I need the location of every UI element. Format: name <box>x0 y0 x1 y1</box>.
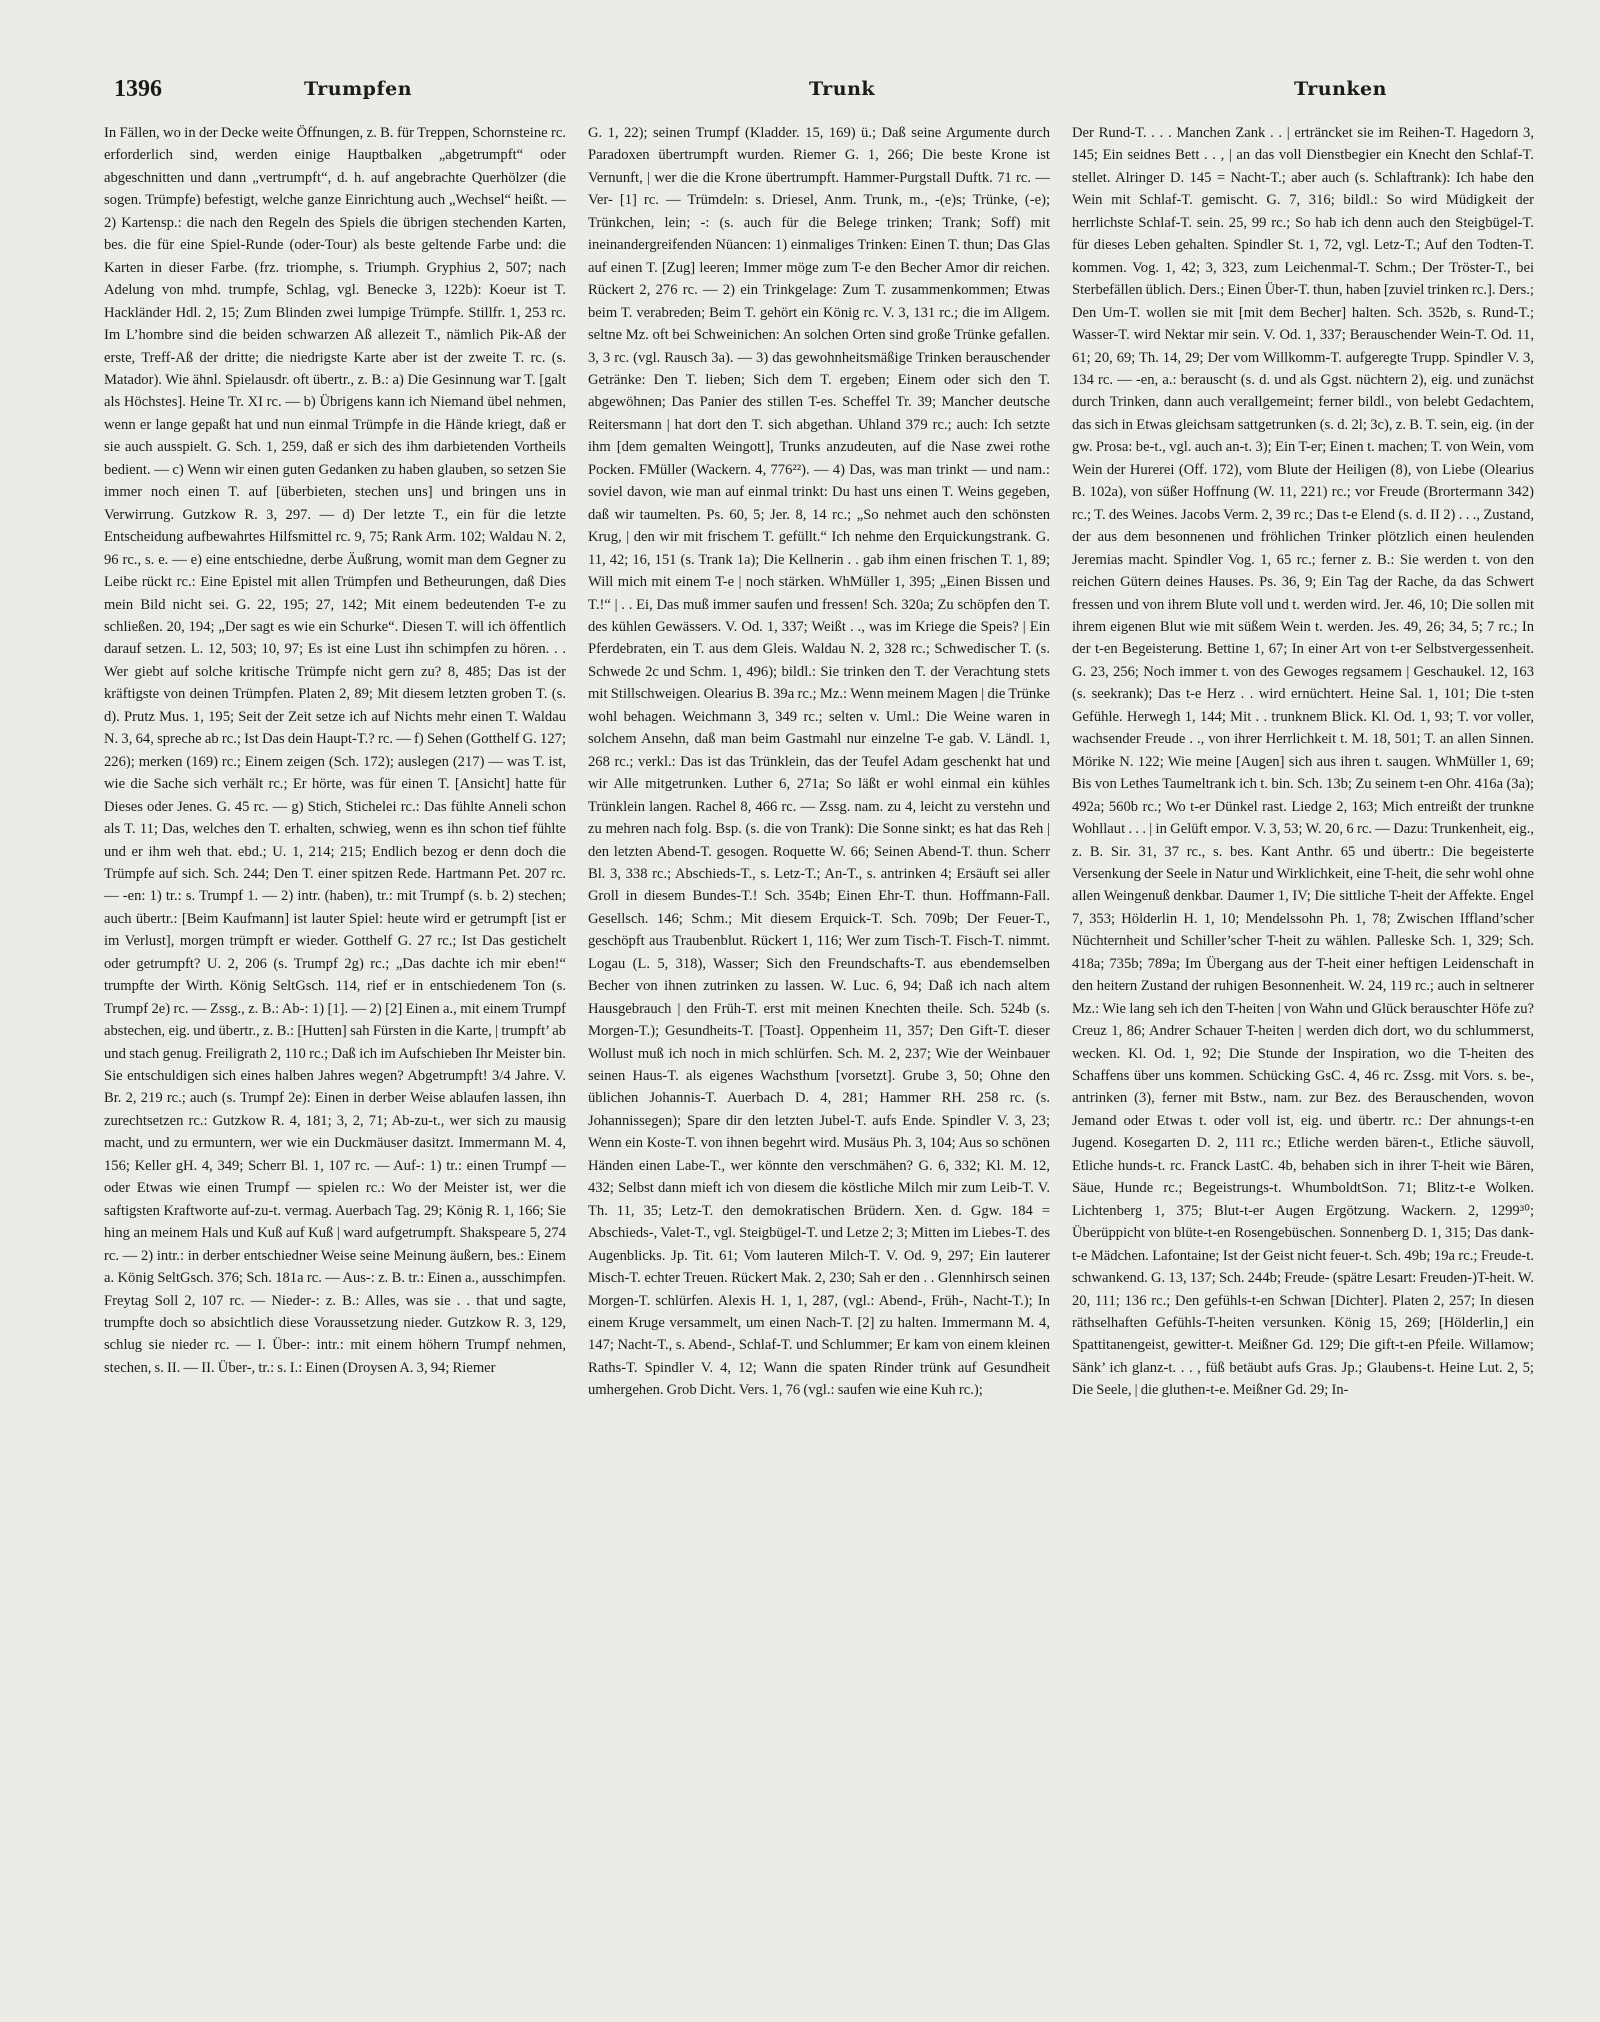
column-text: In Fällen, wo in der Decke weite Öffnungen, z. B. für Treppen, Schornsteine rc. erforderlich sind, werden einige Hauptbalken „abgetrumpft“ oder abgeschnitten und dann „vertrumpft“, d. h. auf angebrachte Querhölzer (die sogen. Trümpfe) befestigt, welche ganze Einrichtung auch „Wechsel“ heißt. — 2) Kartensp.: die nach den Regeln des Spiels die übrigen stechenden Karten, bes. die für eine Spiel-Runde (oder-Tour) als beste geltende Farbe und: die Karten in dieser Farbe. (frz. triomphe, s. Triumph. Gryphius 2, 507; nach Adelung von mhd. trumpfe, Schlag, vgl. Benecke 3, 122b): Koeur ist T. Hackländer Hdl. 2, 15; Zum Blinden zwei lumpige Trümpfe. Stillfr. 1, 253 rc. Im L’hombre sind die beiden schwarzen Aß allezeit T., nämlich Pik-Aß der erste, Treff-Aß der dritte; die niedrigste Karte aber ist der zweite T. rc. (s. Matador). Wie ähnl. Spielausdr. oft übertr., z. B.: a) Die Gesinnung war T. [galt als Höchstes]. Heine Tr. XI rc. — b) Übrigens kann ich Niemand übel nehmen, wenn er lange gepaßt hat und nun einmal Trümpfe in die Hände kriegt, daß er sie auch ausspielt. G. Sch. 1, 259, daß er sich des ihm darbietenden Vortheils bedient. — c) Wenn wir einen guten Gedanken zu haben glauben, so setzen Sie immer noch einen T. auf [überbieten, stechen uns] und bringen uns in Verwirrung. Gutzkow R. 3, 297. — d) Der letzte T., ein für die letzte Entscheidung aufbewahrtes Hilfsmittel rc. 9, 75; Rank Arm. 102; Waldau N. 2, 96 rc., s. e. — e) eine entschiedne, derbe Äußrung, womit man dem Gegner zu Leibe rückt rc.: Eine Epistel mit allen Trümpfen und Betheurungen, daß Dies mein Bild nicht sei. G. 22, 195; 27, 142; Mit einem bedeutenden T-e zu schließen. 20, 194; „Der sagt es wie ein Schurke“. Diesen T. will ich öffentlich darauf setzen. L. 12, 503; 10, 97; Es ist eine Lust ihn schimpfen zu hören. . . Wer giebt auf solche kritische Trümpfe nicht gern zu? 8, 485; Das ist der kräftigste von deinen Trümpfen. Platen 2, 89; Mit diesem letzten groben T. (s. d). Prutz Mus. 1, 195; Seit der Zeit setze ich auf Nichts mehr einen T. Waldau N. 3, 64, spreche ab rc.; Ist Das dein Haupt-T.? rc. — f) Sehen (Gotthelf G. 127; 226); merken (169) rc.; Einem zeigen (Sch. 172); auslegen (217) — was T. ist, wie die Sache sich verhält rc.; Er hörte, was für einen T. [Ansicht] hatte für Dieses oder Jenes. G. 45 rc. — g) Stich, Stichelei rc.: Das fühlte Anneli schon als T. 11; Das, welches den T. erhalten, schwieg, wenn es ihn schon tief fühlte und er ihm weh that. ebd.; U. 1, 214; 215; Endlich bezog er denn doch die Trümpfe auf sich. Sch. 244; Den T. einer spitzen Rede. Hartmann Pet. 207 rc. — -en: 1) tr.: s. Trumpf 1. — 2) intr. (haben), tr.: mit Trumpf (s. b. 2) stechen; auch übertr.: [Beim Kaufmann] ist lauter Spiel: heute wird er getrumpft [ist er im Verlust], morgen trümpft er wieder. Gotthelf G. 27 rc.; Ist Das gestichelt oder getrumpft? U. 2, 206 (s. Trumpf 2g) rc.; „Das dachte ich mir eben!“ trumpfte der Wirth. König SeltGsch. 114, rief er in entschiedenem Ton (s. Trumpf 2e) rc. — Zssg., z. B.: Ab-: 1) [1]. — 2) [2] Einen a., mit einem Trumpf abstechen, eig. und übertr., z. B.: [Hutten] sah Fürsten in die Karte, | trumpft’ ab und stach genug. Freiligrath 2, 110 rc.; Daß ich im Aufschieben Ihr Meister bin. Sie entschuldigen sich eines halben Jahres wegen? Abgetrumpft! 3/4 Jahre. V. Br. 2, 219 rc.; auch (s. Trumpf 2e): Einen in derber Weise ablaufen lassen, ihn zurechtsetzen rc.: Gutzkow R. 4, 181; 3, 2, 71; Ab-zu-t., wer sich zu mausig macht, und zu ermuntern, wer wie ein Duckmäuser dasitzt. Immermann M. 4, 156; Keller gH. 4, 349; Scherr Bl. 1, 107 rc. — Auf-: 1) tr.: einen Trumpf — oder Etwas wie einen Trumpf — spielen rc.: Wo der Meister ist, wer die saftigsten Kraftworte auf-zu-t. vermag. Auerbach Tag. 29; König R. 1, 166; Sie hing an meinem Hals und Kuß auf Kuß | ward aufgetrumpft. Shakspeare 5, 274 rc. — 2) intr.: in derber entschiedner Weise seine Meinung äußern, bes.: Einem a. König SeltGsch. 376; Sch. 181a rc. — Aus-: z. B. tr.: Einen a., ausschimpfen. Freytag Soll 2, 107 rc. — Nieder-: z. B.: Alles, was sie . . that und sagte, trumpfte doch so absichtlich diese Voraussetzung nieder. Gutzkow R. 3, 129, schlug sie nieder rc. — I. Über-: intr.: mit einem höhern Trumpf nehmen, stechen, s. II. — II. Über-, tr.: s. I.: Einen (Droysen A. 3, 94; Riemer <box>104 125 566 1376</box>
text-columns <box>104 122 1538 2002</box>
column-text: G. 1, 22); seinen Trumpf (Kladder. 15, 169) ü.; Daß seine Argumente durch Paradoxen übertrumpft wurden. Riemer G. 1, 266; Die beste Krone ist Vernunft, | wer die die Krone übertrumpft. Hammer-Purgstall Duftk. 71 rc. — Ver- [1] rc. — Trümdeln: s. Driesel, Anm. Trunk, m., -(e)s; Trünke, (-e); Trünkchen, lein; -: (s. auch für die Belege trinken; Trank; Soff) mit ineinandergreifenden Nüancen: 1) einmaliges Trinken: Einen T. thun; Das Glas auf einen T. [Zug] leeren; Immer möge zum T-e den Becher Amor dir reichen. Rückert 2, 276 rc. — 2) ein Trinkgelage: Zum T. zusammenkommen; Etwas beim T. verabreden; Beim T. gehört ein König rc. V. 3, 131 rc.; die im Allgem. seltne Mz. oft bei Schweinichen: An solchen Orten sind große Trünke gefallen. 3, 3 rc. (vgl. Rausch 3a). — 3) das gewohnheitsmäßige Trinken berauschender Getränke: Den T. lieben; Sich dem T. ergeben; Einem oder sich den T. abgewöhnen; Das Panier des stillen T-es. Scheffel Tr. 39; Mancher deutsche Reitersmann | hat dort den T. sich abgethan. Uhland 379 rc.; auch: Ich setzte ihm [dem gemalten Weingott], Trunks anzudeuten, auf die Nase zwei rothe Pocken. FMüller (Wackern. 4, 776²²). — 4) Das, was man trinkt — und nam.: soviel davon, wie man auf einmal trinkt: Du hast uns einen T. Weins gegeben, daß wir taumelten. Ps. 60, 5; Jer. 8, 14 rc.; „So nehmet auch den schönsten Krug, | den wir mit frischem T. gefüllt.“ Ich nehme den Erquickungstrank. G. 11, 42; 16, 151 (s. Trank 1a); Die Kellnerin . . gab ihm einen frischen T. 1, 89; Will mich mit einem T-e | noch stärken. WhMüller 1, 395; „Einen Bissen und T.!“ | . . Ei, Das muß immer saufen und fressen! Sch. 320a; Zu schöpfen den T. des kühlen Gewässers. V. Od. 1, 337; Weißt . ., was im Kriege die Speis? | Ein Pferdebraten, ein T. aus dem Gleis. Waldau N. 2, 328 rc.; Schwedischer T. (s. Schwede 2c und Schm. 1, 496); bildl.: Sie trinken den T. der Verachtung stets mit Stillschweigen. Olearius B. 39a rc.; Mz.: Wenn meinem Magen | die Trünke wohl behagen. Weichmann 3, 349 rc.; selten v. Uml.: Die Weine waren in solchem Ansehn, daß man beim Gastmahl nur einzelne T-e gab. V. Ländl. 1, 268 rc.; verkl.: Das ist das Trünklein, das der Teufel Adam geschenkt hat und wir Alle mitgetrunken. Luther 6, 271a; So läßt er wohl einmal ein kühles Trünklein langen. Rachel 8, 466 rc. — Zssg. nam. zu 4, leicht zu verstehn und zu mehren nach folg. Bsp. (s. die von Trank): Die Sonne sinkt; es hat das Reh | den letzten Abend-T. gesogen. Roquette W. 66; Seinen Abend-T. thun. Scherr Bl. 3, 338 rc.; Abschieds-T., s. Letz-T.; An-T., s. antrinken 4; Ersäuft sei aller Groll in diesem Bundes-T.! Sch. 354b; Einen Ehr-T. thun. Hoffmann-Fall. Gesellsch. 146; Schm.; Mit diesem Erquick-T. Sch. 709b; Der Feuer-T., geschöpft aus Traubenblut. Rückert 1, 116; Wer zum Tisch-T. Fisch-T. nimmt. Logau (L. 5, 318), Wasser; Sich den Freundschafts-T. aus ebendemselben Becher von ihnen zutrinken zu lassen. W. Luc. 6, 94; Daß ich nach altem Hausgebrauch | den Früh-T. erst mit meinen Knechten theile. Sch. 524b (s. Morgen-T.); Gesundheits-T. [Toast]. Oppenheim 11, 357; Den Gift-T. dieser Wollust muß ich noch in mich schlürfen. Sch. M. 2, 237; Wie der Weinbauer seinen Haus-T. als eigenes Wachsthum [vorsetzt]. Grube 3, 50; Ohne den üblichen Johannis-T. Auerbach D. 4, 281; Hammer RH. 258 rc. (s. Johannissegen); Spare dir den letzten Jubel-T. aufs Ende. Spindler V. 3, 23; Wenn ein Koste-T. von ihnen begehrt wird. Musäus Ph. 3, 104; Aus so schönen Händen einen Labe-T., wer könnte den verschmähen? G. 6, 332; Kl. M. 12, 432; Selbst dann mieft ich von diesem die köstliche Milch mir zum Leib-T. V. Th. 11, 35; Letz-T. den demokratischen Brüdern. Xen. d. Ggw. 184 = Abschieds-, Valet-T., vgl. Steigbügel-T. und Letze 2; 3; Mitten im Liebes-T. des Augenblicks. Jp. Tit. 61; Vom lauteren Milch-T. V. Od. 9, 297; Ein lauterer Misch-T. echter Treuen. Rückert Mak. 2, 230; Sah er den . . Glennhirsch seinen Morgen-T. schlürfen. Alexis H. 1, 1, 287, (vgl.: Abend-, Früh-, Nacht-T.); In einem Kruge versammelt, um einen Nach-T. [2] zu halten. Immermann M. 4, 147; Nacht-T., s. Abend-, Schlaf-T. und Schlummer; Er kam von einem kleinen Raths-T. Spindler V. 4, 12; Wann die spaten Rinder trünk auf Gesundheit umhergehen. Grob Dicht. Vers. 1, 76 (vgl.: saufen wie eine Kuh rc.); <box>588 125 1050 1399</box>
running-head-center: Trunk <box>809 78 876 100</box>
column-right <box>1072 122 1534 2002</box>
running-head-left: Trumpfen <box>304 78 413 100</box>
column-left <box>104 122 566 2002</box>
column-middle <box>588 122 1050 2002</box>
page-number: 1396 <box>114 76 162 102</box>
column-text: Der Rund-T. . . . Manchen Zank . . | erträncket sie im Reihen-T. Hagedorn 3, 145; Ein seidnes Bett . . , | an das voll Dienstbegier ein Knecht den Schlaf-T. stellet. Alringer D. 145 = Nacht-T.; aber auch (s. Schlaftrank): Ich habe den Wein mit Schlaf-T. gemischt. G. 7, 316; bildl.: So wird Müdigkeit der herrlichste Schlaf-T. sein. 25, 99 rc.; So hab ich denn auch den Steigbügel-T. für dieses Leben gehalten. Spindler St. 1, 72, vgl. Letz-T.; Auf den Todten-T. kommen. Vog. 1, 42; 3, 323, zum Leichenmal-T. Schm.; Der Tröster-T., bei Sterbefällen üblich. Ders.; Einen Über-T. thun, haben [zuviel trinken rc.]. Ders.; Den Um-T. wollen sie mit [mit dem Becher] halten. Sch. 352b, s. Rund-T.; Wasser-T. wird Nektar mir sein. V. Od. 1, 337; Berauschender Wein-T. Od. 11, 61; 20, 69; Th. 14, 29; Der vom Willkomm-T. aufgeregte Trupp. Spindler V. 3, 134 rc. — -en, a.: berauscht (s. d. und als Ggst. nüchtern 2), eig. und zunächst durch Trinken, dann auch verallgemeint; ferner bildl., von belebt Gedachtem, das sich in Etwas gleichsam sattgetrunken (s. d. 2l; 3c), z. B. T. sein, eig. (in der gw. Prosa: be-t., vgl. auch an-t. 3); Ein T-er; Einen t. machen; T. von Wein, vom Wein der Hurerei (Off. 172), vom Blute der Heiligen (8), von Liebe (Olearius B. 102a), von süßer Hoffnung (W. 11, 221) rc.; vor Freude (Brortermann 342) rc.; T. des Weines. Jacobs Verm. 2, 39 rc.; Das t-e Elend (s. d. II 2) . . ., Zustand, der aus dem besonnenen und fröhlichen Trinker plötzlich einen heulenden Jeremias macht. Spindler Vog. 1, 65 rc.; ferner z. B.: Sie werden t. von den reichen Gütern deines Hauses. Ps. 36, 9; Ein Tag der Rache, da das Schwert fressen und von ihrem Blute voll und t. werden wird. Jer. 46, 10; Die sollen mit ihrem eigenen Blut wie mit süßem Wein t. werden. Jes. 49, 26; 34, 5; 7 rc.; In der t-en Begeisterung. Bettine 1, 67; In einer Art von t-er Selbstvergessenheit. G. 23, 256; Noch immer t. von des Gewoges regsamem | Geschaukel. 12, 163 (s. seekrank); Das t-e Herz . . wird ernüchtert. Heine Sal. 1, 101; Die t-sten Gefühle. Herwegh 1, 144; Mit . . trunknem Blick. Kl. Od. 1, 93; T. vor voller, wachsender Freude . ., von ihrer Herrlichkeit t. M. 18, 501; T. an allen Sinnen. Mörike N. 122; Wie meine [Augen] sich aus ihren t. saugen. WhMüller 1, 69; Bis von Lethes Taumeltrank ich t. bin. Sch. 13b; Zu seinem t-en Ohr. 416a (3a); 492a; 560b rc.; Wo t-er Dünkel rast. Liedge 2, 163; Mich entreißt der trunkne Wohllaut . . . | in Gelüft empor. V. 3, 53; W. 20, 6 rc. — Dazu: Trunkenheit, eig., z. B. Sir. 31, 37 rc., s. bes. Kant Anthr. 65 und übertr.: Die begeisterte Versenkung der Seele in Natur und Wirklichkeit, eine T-heit, die sehr wohl ohne allen Weingenuß denkbar. Daumer 1, IV; Die sittliche T-heit der Affekte. Engel 7, 353; Hölderlin H. 1, 10; Mendelssohn Ph. 1, 78; Zwischen Iffland’scher Nüchternheit und Schiller’scher T-heit zu wählen. Palleske Sch. 1, 329; Sch. 418a; 735b; 789a; Im Übergang aus der T-heit einer heftigen Leidenschaft in den heitern Zustand der ruhigen Besonnenheit. W. 24, 119 rc.; auch in seltnerer Mz.: Wie lang seh ich den T-heiten | von Wahn und Glück berauschter Höfe zu? Creuz 1, 86; Andrer Schauer T-heiten | werden dich dort, wo du schlummerst, wecken. Kl. Od. 1, 92; Die Stunde der Inspiration, wo die T-heiten des Schaffens über uns kommen. Schücking GsC. 4, 46 rc. Zssg. mit Vors. s. be-, antrinken (3), ferner mit Bstw., nam. zur Bez. des Berauschenden, wovon Jemand oder Etwas t. oder voll ist, eig. und übertr. rc.: Der ahnungs-t-en Jugend. Kosegarten D. 2, 111 rc.; Etliche werden bären-t., Etliche säuvoll, Etliche hunds-t. rc. Franck LastC. 4b, behaben sich in ihrer T-heit wie Bären, Säue, Hunde rc.; Begeistrungs-t. WhumboldtSon. 71; Blitz-t-e Wolken. Lichtenberg 1, 375; Blut-t-er Augen Ergötzung. Wackern. 2, 1299³⁰; Überüppicht von blüte-t-en Rosengebüschen. Sonnenberg D. 1, 315; Das dank-t-e Mädchen. Lafontaine; Ist der Geist nicht feuer-t. Sch. 49b; 19a rc.; Freude-t. schwankend. G. 13, 137; Sch. 244b; Freude- (spätre Lesart: Freuden-)T-heit. W. 20, 111; 136 rc.; Den gefühls-t-en Schwan [Dichter]. Platen 2, 257; In diesen räthselhaften Gefühls-T-heiten versunken. König 15, 269; [Hölderlin,] ein Spattitanengeist, gewitter-t. Meißner Gd. 129; Die gift-t-en Pfeile. Willamow; Sänk’ ich glanz-t. . . , füß betäubt aufs Gras. Jp.; Glaubens-t. Heine Lut. 2, 5; Die Seele, | die gluthen-t-e. Meißner Gd. 29; In- <box>1072 125 1534 1399</box>
running-head-right: Trunken <box>1294 78 1387 100</box>
page-header <box>104 70 1538 116</box>
